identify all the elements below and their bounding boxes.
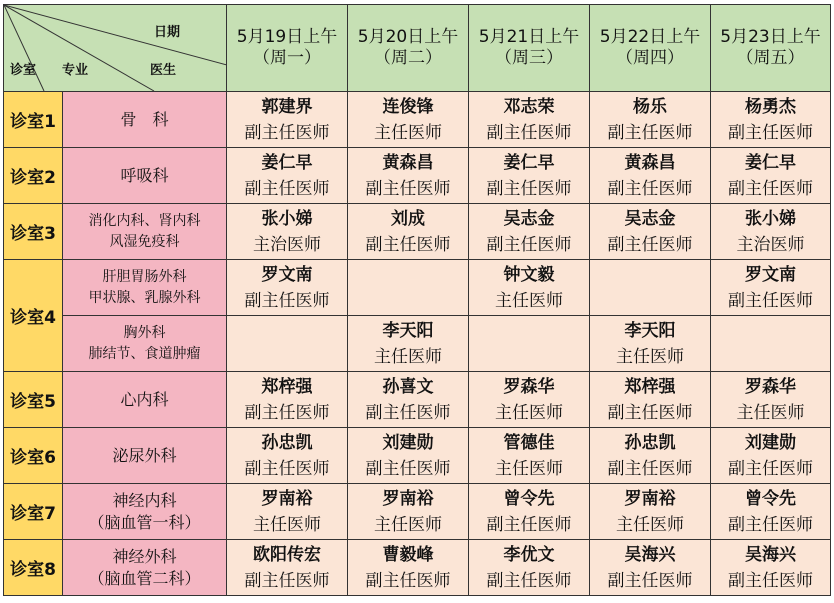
doctor-name: 孙忠凯 — [261, 432, 313, 453]
doctor-cell — [590, 372, 711, 428]
day-header — [348, 5, 469, 92]
doctor-title: 主任医师 — [495, 290, 563, 311]
department-cell — [63, 316, 227, 372]
doctor-cell — [469, 484, 590, 540]
doctor-name: 吴志金 — [624, 208, 676, 229]
room-row — [4, 92, 831, 148]
doctor-title: 主治医师 — [253, 234, 321, 255]
doctor-title: 副主任医师 — [728, 514, 813, 535]
doctor-title: 副主任医师 — [486, 234, 572, 255]
doctor-cell — [348, 540, 469, 596]
doctor-title: 主任医师 — [374, 346, 442, 367]
doctor-name: 吴志金 — [503, 208, 555, 229]
doctor-name: 曾令先 — [745, 488, 796, 509]
doctor-title: 副主任医师 — [728, 458, 813, 479]
room-label: 诊室5 — [4, 372, 63, 428]
department-cell — [63, 260, 227, 316]
doctor-name: 曹毅峰 — [382, 544, 434, 565]
doctor-name: 罗文南 — [261, 264, 313, 285]
doctor-name: 杨勇杰 — [745, 96, 796, 117]
doctor-title: 副主任医师 — [486, 122, 572, 143]
doctor-title: 主任医师 — [616, 514, 684, 535]
doctor-name: 张小娣 — [261, 208, 313, 229]
room-axis-label: 诊室 — [10, 63, 37, 78]
doctor-title: 副主任医师 — [728, 122, 813, 143]
doctor-cell — [469, 372, 590, 428]
corner-cell — [4, 5, 227, 92]
doctor-cell — [590, 148, 711, 204]
doctor-cell — [348, 372, 469, 428]
doctor-cell — [590, 316, 711, 372]
doctor-title: 副主任医师 — [728, 290, 813, 311]
department-cell — [63, 92, 227, 148]
department-line: 神经内科 — [112, 490, 177, 510]
room-label: 诊室3 — [4, 204, 63, 260]
doctor-cell — [227, 372, 348, 428]
empty-cell — [227, 316, 348, 372]
doctor-title: 副主任医师 — [244, 570, 330, 591]
department-line: 胸外科 — [123, 324, 166, 341]
doctor-name: 刘建勋 — [745, 432, 796, 453]
doctor-cell — [711, 92, 831, 148]
day-date: 5月23日上午 — [720, 27, 821, 47]
room-row — [4, 428, 831, 484]
doctor-name: 张小娣 — [745, 208, 796, 229]
doctor-name: 姜仁早 — [503, 152, 555, 173]
doctor-name: 姜仁早 — [745, 152, 796, 173]
doctor-cell — [590, 204, 711, 260]
day-header — [590, 5, 711, 92]
doctor-name: 姜仁早 — [261, 152, 313, 173]
doctor-axis-label: 医生 — [150, 63, 177, 78]
doctor-cell — [711, 372, 831, 428]
room-label: 诊室7 — [4, 484, 63, 540]
doctor-cell — [711, 428, 831, 484]
doctor-name: 钟文毅 — [503, 264, 555, 285]
doctor-title: 副主任医师 — [607, 570, 693, 591]
day-date: 5月22日上午 — [599, 27, 701, 47]
room-label: 诊室8 — [4, 540, 63, 596]
doctor-name: 郑梓强 — [261, 376, 313, 397]
doctor-name: 曾令先 — [503, 488, 555, 509]
day-weekday: （周五） — [736, 48, 805, 68]
room-label: 诊室6 — [4, 428, 63, 484]
day-date: 5月21日上午 — [478, 27, 580, 47]
doctor-title: 副主任医师 — [244, 402, 330, 423]
doctor-cell — [711, 260, 831, 316]
doctor-name: 罗南裕 — [624, 488, 676, 509]
doctor-title: 主任医师 — [495, 402, 563, 423]
doctor-title: 副主任医师 — [607, 458, 693, 479]
doctor-title: 副主任医师 — [607, 402, 693, 423]
doctor-title: 副主任医师 — [486, 514, 572, 535]
doctor-cell — [711, 204, 831, 260]
doctor-title: 主任医师 — [495, 458, 563, 479]
day-weekday: （周二） — [374, 48, 442, 68]
doctor-title: 副主任医师 — [365, 234, 451, 255]
doctor-cell — [469, 540, 590, 596]
doctor-title: 主任医师 — [253, 514, 321, 535]
doctor-name: 孙喜文 — [382, 376, 434, 397]
doctor-title: 副主任医师 — [728, 178, 813, 199]
doctor-name: 黄森昌 — [382, 152, 434, 173]
doctor-cell — [348, 316, 469, 372]
room-row — [4, 148, 831, 204]
department-line: 肺结节、食道肿瘤 — [88, 345, 201, 362]
doctor-title: 副主任医师 — [365, 402, 451, 423]
department-cell — [63, 148, 227, 204]
doctor-cell — [227, 92, 348, 148]
doctor-title: 副主任医师 — [365, 458, 451, 479]
doctor-name: 李天阳 — [624, 320, 676, 341]
doctor-name: 管德佳 — [503, 432, 555, 453]
doctor-title: 副主任医师 — [728, 570, 813, 591]
doctor-title: 副主任医师 — [244, 458, 330, 479]
room-label: 诊室1 — [4, 92, 63, 148]
department-line: 心内科 — [120, 389, 169, 409]
doctor-title: 主任医师 — [736, 402, 805, 423]
doctor-title: 副主任医师 — [365, 570, 451, 591]
department-line: 肝胆胃肠外科 — [102, 268, 187, 285]
doctor-name: 黄森昌 — [624, 152, 676, 173]
doctor-cell — [590, 92, 711, 148]
department-line: 甲状腺、乳腺外科 — [88, 289, 201, 306]
specialty-axis-label: 专业 — [62, 63, 89, 78]
schedule-table — [3, 4, 831, 596]
doctor-name: 罗森华 — [503, 376, 555, 397]
department-line: 呼吸科 — [120, 165, 169, 185]
doctor-title: 副主任医师 — [486, 570, 572, 591]
room-row — [4, 260, 831, 316]
corner-diagonals — [4, 5, 227, 91]
doctor-name: 李天阳 — [382, 320, 434, 341]
department-line: 消化内科、肾内科 — [88, 212, 201, 229]
doctor-cell — [348, 428, 469, 484]
day-date: 5月19日上午 — [236, 27, 338, 47]
doctor-name: 刘建勋 — [382, 432, 434, 453]
doctor-cell — [227, 260, 348, 316]
doctor-name: 欧阳传宏 — [253, 544, 321, 565]
doctor-name: 李优文 — [503, 544, 555, 565]
room-row — [4, 484, 831, 540]
day-header — [469, 5, 590, 92]
department-cell — [63, 484, 227, 540]
doctor-cell — [469, 148, 590, 204]
day-weekday: （周四） — [616, 48, 684, 68]
date-axis-label: 日期 — [154, 25, 181, 40]
doctor-name: 杨乐 — [633, 96, 667, 117]
doctor-name: 郑梓强 — [624, 376, 676, 397]
doctor-title: 副主任医师 — [365, 178, 451, 199]
department-cell — [63, 372, 227, 428]
doctor-cell — [469, 428, 590, 484]
doctor-cell — [348, 484, 469, 540]
doctor-cell — [227, 428, 348, 484]
doctor-name: 郭建界 — [261, 96, 313, 117]
empty-cell — [711, 316, 831, 372]
department-line: 神经外科 — [112, 546, 177, 566]
doctor-name: 罗森华 — [745, 376, 796, 397]
empty-cell — [469, 316, 590, 372]
day-weekday: （周一） — [253, 48, 321, 68]
doctor-cell — [590, 540, 711, 596]
room-row — [4, 204, 831, 260]
doctor-cell — [348, 204, 469, 260]
doctor-name: 吴海兴 — [624, 544, 676, 565]
doctor-title: 副主任医师 — [607, 178, 693, 199]
room-row — [4, 540, 831, 596]
doctor-cell — [469, 260, 590, 316]
room-label: 诊室4 — [4, 260, 63, 372]
doctor-cell — [348, 92, 469, 148]
doctor-title: 主治医师 — [736, 234, 805, 255]
doctor-name: 邓志荣 — [503, 96, 555, 117]
doctor-title: 副主任医师 — [486, 178, 572, 199]
doctor-name: 罗南裕 — [382, 488, 434, 509]
department-cell — [63, 540, 227, 596]
doctor-cell — [469, 204, 590, 260]
room-row — [4, 372, 831, 428]
doctor-name: 连俊锋 — [382, 96, 434, 117]
room-label: 诊室2 — [4, 148, 63, 204]
doctor-name: 刘成 — [391, 208, 425, 229]
doctor-title: 主任医师 — [374, 514, 442, 535]
department-cell — [63, 204, 227, 260]
department-line: （脑血管一科） — [88, 512, 201, 532]
doctor-cell — [711, 540, 831, 596]
doctor-title: 主任医师 — [616, 346, 684, 367]
header-row — [4, 5, 831, 92]
doctor-title: 副主任医师 — [244, 290, 330, 311]
doctor-cell — [227, 484, 348, 540]
department-line: （脑血管二科） — [88, 568, 201, 588]
day-date: 5月20日上午 — [357, 27, 459, 47]
department-line: 泌尿外科 — [112, 445, 177, 465]
empty-cell — [590, 260, 711, 316]
doctor-title: 副主任医师 — [244, 122, 330, 143]
doctor-cell — [348, 148, 469, 204]
empty-cell — [348, 260, 469, 316]
doctor-cell — [590, 484, 711, 540]
doctor-cell — [711, 148, 831, 204]
day-header — [227, 5, 348, 92]
department-cell — [63, 428, 227, 484]
day-header — [711, 5, 831, 92]
doctor-title: 副主任医师 — [607, 122, 693, 143]
doctor-cell — [590, 428, 711, 484]
doctor-cell — [711, 484, 831, 540]
doctor-cell — [227, 148, 348, 204]
doctor-name: 罗文南 — [745, 264, 796, 285]
doctor-cell — [227, 204, 348, 260]
doctor-name: 罗南裕 — [261, 488, 313, 509]
department-line: 风湿免疫科 — [109, 233, 180, 250]
doctor-title: 副主任医师 — [244, 178, 330, 199]
doctor-name: 吴海兴 — [745, 544, 796, 565]
doctor-name: 孙忠凯 — [624, 432, 676, 453]
department-line: 骨 科 — [120, 109, 169, 129]
room-row — [4, 316, 831, 372]
doctor-cell — [227, 540, 348, 596]
day-weekday: （周三） — [495, 48, 563, 68]
doctor-title: 副主任医师 — [607, 234, 693, 255]
doctor-title: 主任医师 — [374, 122, 442, 143]
doctor-cell — [469, 92, 590, 148]
